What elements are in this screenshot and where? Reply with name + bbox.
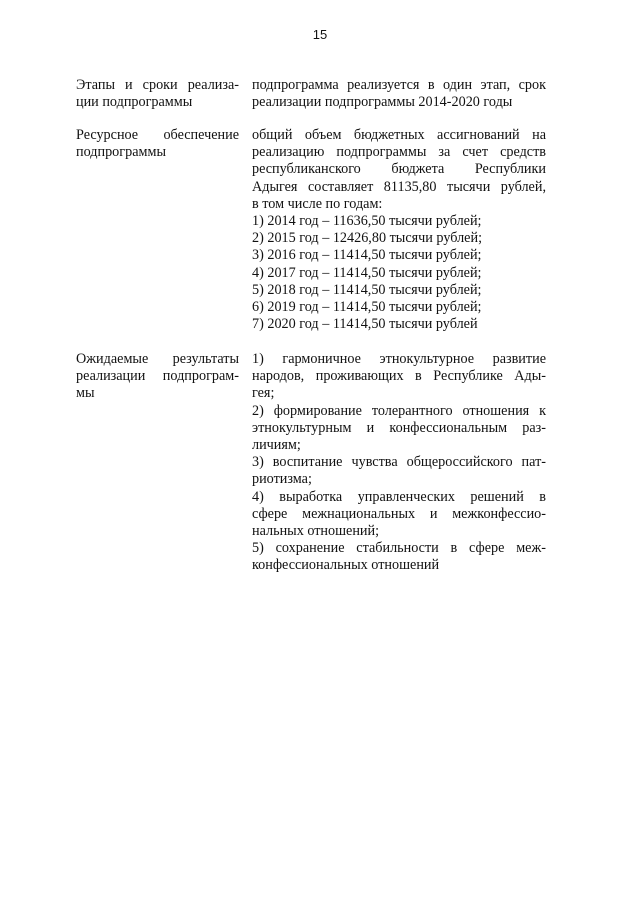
content-line: реализации подпрограммы 2014-2020 годы <box>252 94 513 111</box>
section-stages-and-timing <box>76 77 546 111</box>
content-line: Адыгея составляет 81135,80 тысячи рублей, <box>252 178 546 195</box>
label-line: мы <box>76 385 95 402</box>
content-line: народов, проживающих в Республике Ады- <box>252 368 546 385</box>
label-line: реализации подпрограм- <box>76 368 239 385</box>
section-resource-provision <box>76 127 546 333</box>
budget-year-item: 1) 2014 год – 11636,50 тысячи рублей; <box>252 213 482 230</box>
section-content <box>252 77 546 111</box>
section-label <box>76 127 239 333</box>
content-line: реализацию подпрограммы за счет средств <box>252 144 546 161</box>
content-line: 3) воспитание чувства общероссийского пат- <box>252 454 546 471</box>
content-line: риотизма; <box>252 471 312 488</box>
content-line: 2) формирование толерантного отношения к <box>252 402 546 419</box>
budget-year-item: 7) 2020 год – 11414,50 тысячи рублей <box>252 316 478 333</box>
section-content <box>252 127 546 333</box>
label-line: ции подпрограммы <box>76 94 193 111</box>
content-line: в том числе по годам: <box>252 195 383 212</box>
section-label <box>76 77 239 111</box>
content-line: конфессиональных отношений <box>252 557 440 574</box>
budget-year-item: 4) 2017 год – 11414,50 тысячи рублей; <box>252 264 482 281</box>
content-line: подпрограмма реализуется в один этап, срок <box>252 77 546 93</box>
content-line: этнокультурным и конфессиональным раз- <box>252 419 546 436</box>
label-line: Этапы и сроки реализа- <box>76 77 239 93</box>
page-number: 15 <box>312 27 328 42</box>
content-line: гея; <box>252 385 275 402</box>
section-expected-results <box>76 351 546 575</box>
content-line: 5) сохранение стабильности в сфере меж- <box>252 540 546 557</box>
content-line: 1) гармоничное этнокультурное развитие <box>252 351 546 367</box>
content-line: личиям; <box>252 437 301 454</box>
label-line: Ожидаемые результаты <box>76 351 239 367</box>
content-line: нальных отношений; <box>252 523 380 540</box>
budget-year-item: 3) 2016 год – 11414,50 тысячи рублей; <box>252 247 482 264</box>
section-content <box>252 351 546 575</box>
label-line: подпрограммы <box>76 144 166 161</box>
content-line: общий объем бюджетных ассигнований на <box>252 127 546 143</box>
budget-year-item: 6) 2019 год – 11414,50 тысячи рублей; <box>252 299 482 316</box>
budget-year-item: 2) 2015 год – 12426,80 тысячи рублей; <box>252 230 483 247</box>
label-line: Ресурсное обеспечение <box>76 127 239 143</box>
budget-year-item: 5) 2018 год – 11414,50 тысячи рублей; <box>252 281 482 298</box>
section-label <box>76 351 239 575</box>
content-line: республиканского бюджета Республики <box>252 161 546 178</box>
content-line: 4) выработка управленческих решений в <box>252 488 546 505</box>
content-line: сфере межнациональных и межконфессио- <box>252 505 546 522</box>
